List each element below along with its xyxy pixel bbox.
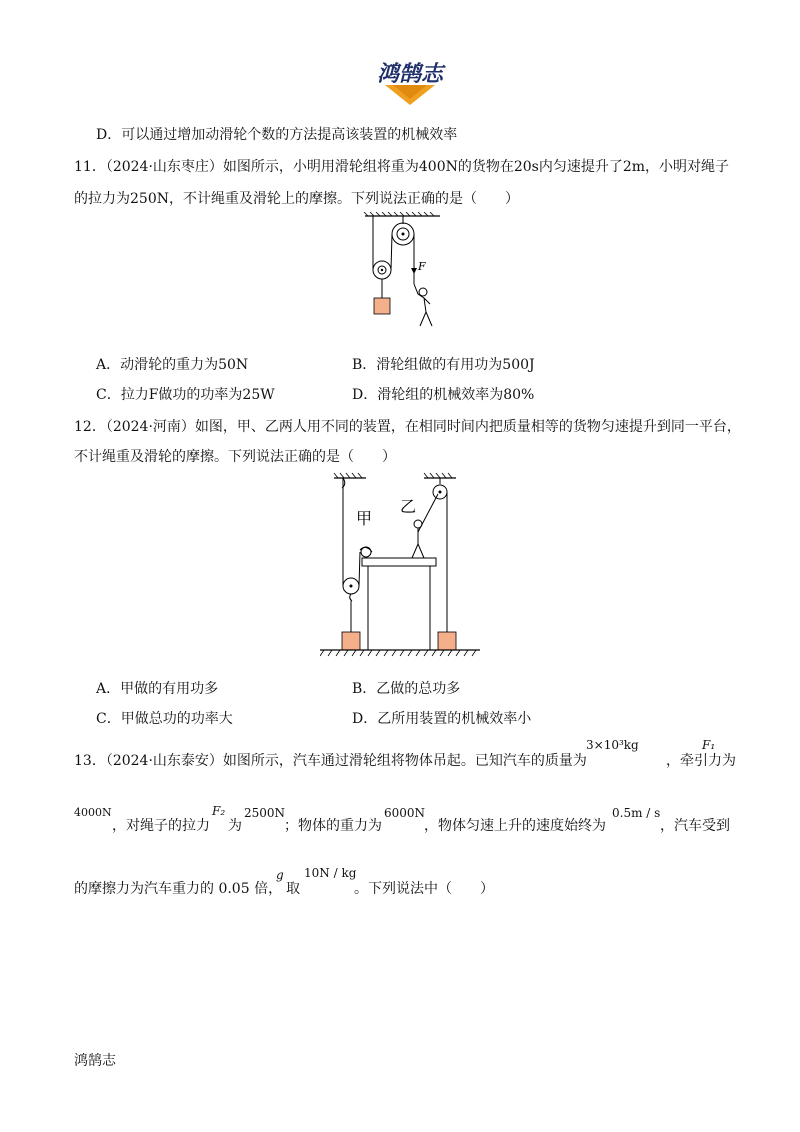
q13-g: g — [276, 868, 284, 882]
q13-mass: 3×10³kg — [586, 738, 639, 752]
q11-option-a: A．动滑轮的重力为50N — [96, 357, 249, 373]
q13-f2: F₂ — [212, 804, 226, 818]
q13-stem-line3c: 。下列说法中（ ） — [354, 881, 494, 897]
q13-stem-line1c: 为 — [722, 753, 736, 769]
label-jia: 甲 — [356, 509, 373, 528]
q12-pulley-figure — [320, 472, 482, 662]
q13-stem-line3b: 取 — [286, 881, 300, 897]
q12-option-c: C．甲做总功的功率大 — [96, 711, 233, 727]
q12-option-b: B．乙做的总功多 — [352, 681, 461, 697]
q12-stem-line2: 不计绳重及滑轮的摩擦。下列说法正确的是（ ） — [74, 449, 396, 465]
footer-text: 鸿鹄志 — [74, 1053, 116, 1069]
q10-option-d: D．可以通过增加动滑轮个数的方法提高该装置的机械效率 — [96, 127, 458, 143]
q12-option-d: D．乙所用装置的机械效率小 — [352, 711, 532, 727]
q11-stem-line1: 11．（2024·山东枣庄）如图所示，小明用滑轮组将重为400N的货物在20s内匀速提升了2m，小明对绳子 — [74, 159, 730, 175]
brand-logo — [355, 55, 465, 110]
q11-stem-line2: 的拉力为250N，不计绳重及滑轮上的摩擦。下列说法正确的是（ ） — [74, 191, 519, 207]
label-yi: 乙 — [400, 497, 417, 516]
q13-stem-line1a: 13．（2024·山东泰安）如图所示，汽车通过滑轮组将物体吊起。已知汽车的质量为 — [74, 753, 587, 769]
q11-option-b: B．滑轮组做的有用功为500J — [352, 357, 535, 373]
svg-text:鸿鹄志: 鸿鹄志 — [376, 62, 444, 87]
q13-stem-line2e: ，汽车受到 — [660, 818, 730, 834]
q12-stem-line1: 12．（2024·河南）如图，甲、乙两人用不同的装置，在相同时间内把质量相等的货物匀速提升到同一平台， — [74, 419, 741, 435]
force-label-f: F — [418, 260, 426, 273]
q13-weight: 6000N — [384, 806, 426, 820]
q13-stem-line2d: ，物体匀速上升的速度始终为 — [424, 818, 606, 834]
q13-stem-line2a: ，对绳子的拉力 — [112, 818, 210, 834]
q13-stem-line3a: 的摩擦力为汽车重力的 0.05 倍， — [74, 881, 283, 897]
q13-speed: 0.5m / s — [612, 806, 661, 820]
q13-stem-line2c: ；物体的重力为 — [284, 818, 382, 834]
q13-f1: F₁ — [702, 738, 716, 752]
q13-stem-line2b: 为 — [228, 818, 242, 834]
q11-option-d: D．滑轮组的机械效率为80% — [352, 387, 535, 403]
q11-pulley-figure — [360, 212, 450, 332]
q13-traction: 4000N — [74, 806, 112, 819]
q11-option-c: C．拉力F做功的功率为25W — [96, 387, 275, 403]
q13-rope-force: 2500N — [244, 806, 286, 820]
q13-g-value: 10N / kg — [304, 866, 357, 880]
q13-stem-line1b: ，牵引力 — [666, 753, 722, 769]
q12-option-a: A．甲做的有用功多 — [96, 681, 219, 697]
